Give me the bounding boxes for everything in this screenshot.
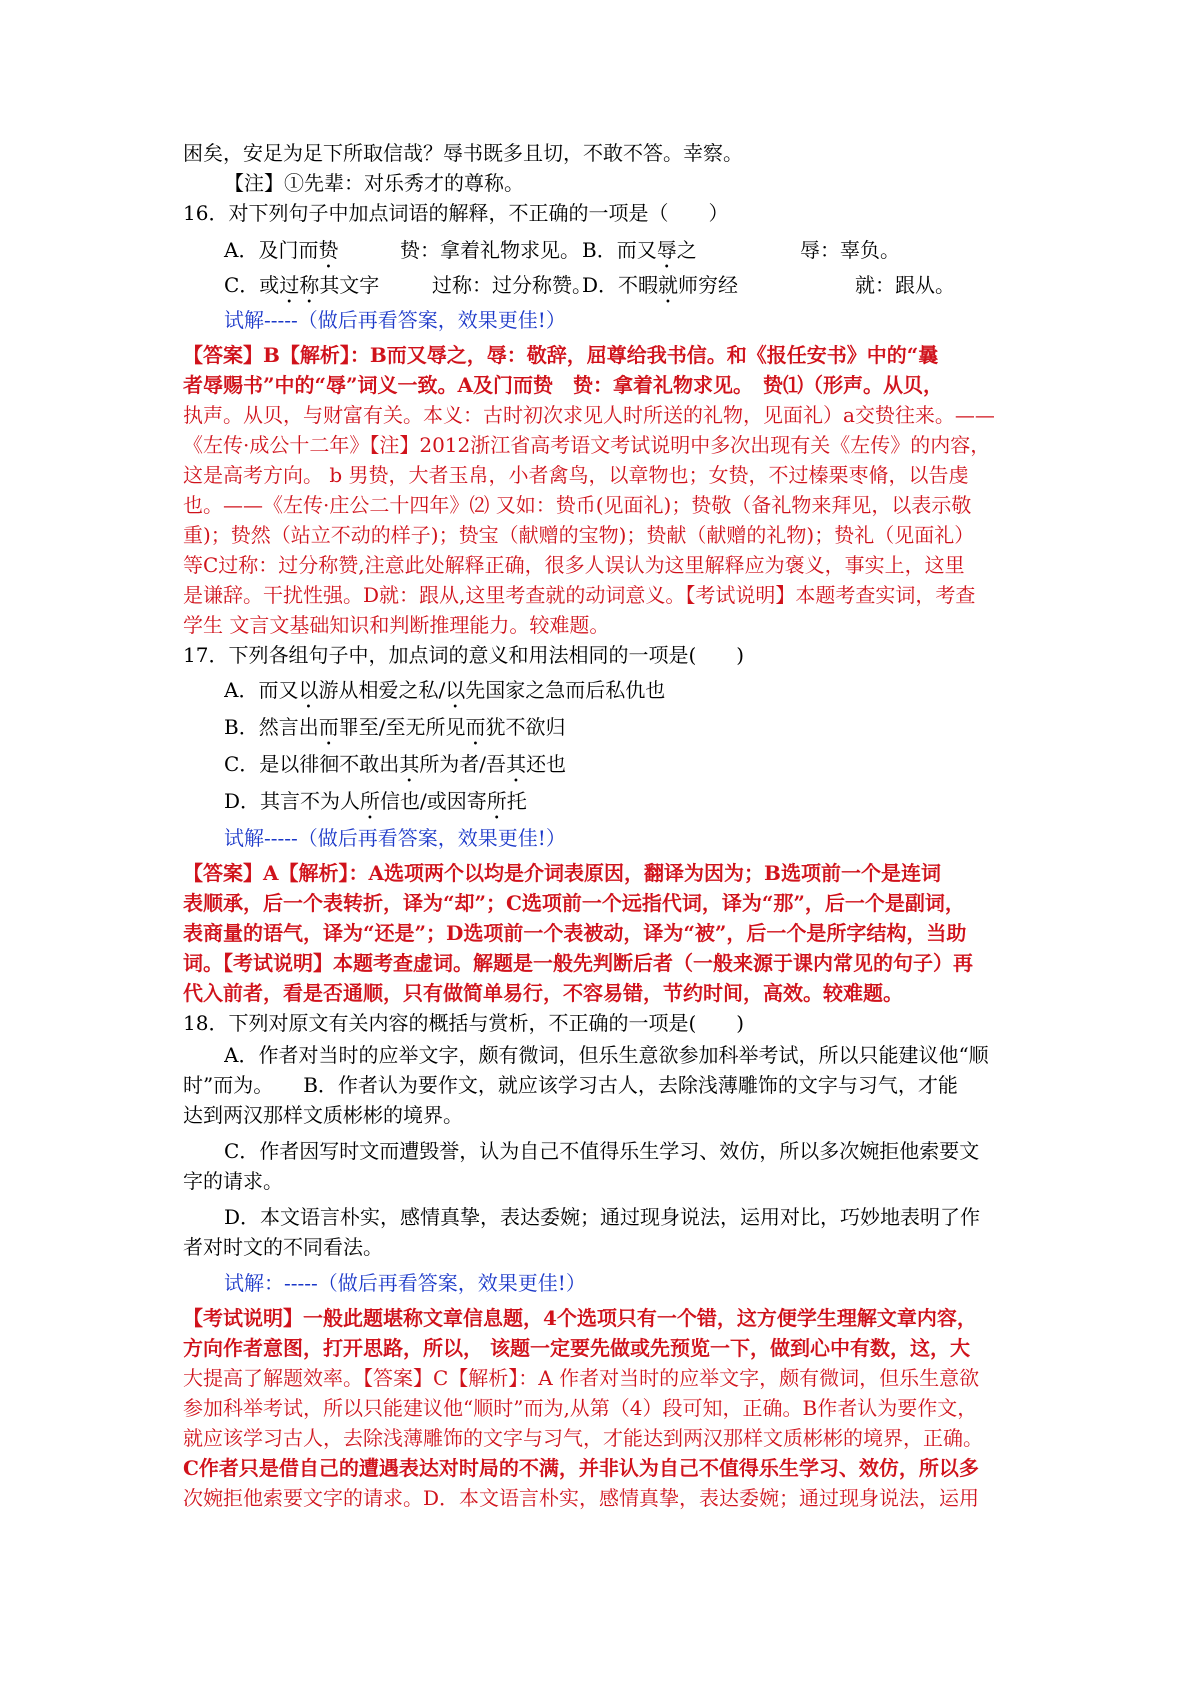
q18-hint: 试解：-----（做后再看答案，效果更佳!） <box>224 1271 586 1295</box>
q17-option-d: D．其言不为人所信也/或因寄所托 <box>224 789 527 813</box>
q17-hint: 试解-----（做后再看答案，效果更佳!） <box>224 826 566 850</box>
q18-body-line: 者对时文的不同看法。 <box>183 1235 383 1259</box>
q16-answer-line: 执声。从贝，与财富有关。本义：古时初次求见人时所送的礼物，见面礼）a交贽往来。—— <box>183 403 995 427</box>
q18-body-line: C．作者因写时文而遭毁誉，认为自己不值得乐生学习、效仿，所以多次婉拒他索要文 <box>224 1139 980 1163</box>
q16-answer-line: 重)；贽然（站立不动的样子)；贽宝（献赠的宝物)；贽献（献赠的礼物)；贽礼（见面礼） <box>183 523 975 547</box>
q17-answer-line: 表顺承，后一个表转折，译为“却”；C选项前一个远指代词，译为“那”，后一个是副词， <box>183 891 965 915</box>
q16-option-d-gloss: 就：跟从。 <box>855 273 955 297</box>
q16-stem: 16．对下列句子中加点词语的解释，不正确的一项是（ ） <box>183 201 729 225</box>
q16-options-ab <box>0 235 1200 265</box>
q16-answer-line: 也。——《左传·庄公二十四年》⑵ 又如：贽币(见面礼)；贽敬（备礼物来拜见，以表示敬 <box>183 493 972 517</box>
q17-answer-line: 表商量的语气，译为“还是”；D选项前一个表被动，译为“被”，后一个是所字结构，当助 <box>183 921 967 945</box>
q18-answer-line: 参加科举考试，所以只能建议他“顺时”而为,从第（4）段可知，正确。B作者认为要作文， <box>183 1396 978 1420</box>
q16-answer-line: 等C过称：过分称赞,注意此处解释正确，很多人误认为这里解释应为褒义，事实上，这里 <box>183 553 965 577</box>
q16-option-c: C．或过称其文字 <box>224 273 380 297</box>
q17-answer-line: 词。【考试说明】本题考查虚词。解题是一般先判断后者（一般来源于课内常见的句子）再 <box>183 951 973 975</box>
q18-body-line: 时”而为。 B．作者认为要作文，就应该学习古人，去除浅薄雕饰的文字与习气，才能 <box>183 1073 958 1097</box>
q16-answer-line: 学生 文言文基础知识和判断推理能力。较难题。 <box>183 613 610 637</box>
q18-body-line: D．本文语言朴实，感情真挚，表达委婉；通过现身说法，运用对比，巧妙地表明了作 <box>224 1205 981 1229</box>
q16-hint: 试解-----（做后再看答案，效果更佳!） <box>224 308 566 332</box>
q18-answer-line: 就应该学习古人，去除浅薄雕饰的文字与习气，才能达到两汉那样文质彬彬的境界，正确。 <box>183 1426 983 1450</box>
q16-answer-line: 者辱赐书”中的“辱”词义一致。A及门而贽 贽：拿着礼物求见。 贽⑴（形声。从贝， <box>183 373 944 397</box>
q18-body-line: 字的请求。 <box>183 1169 283 1193</box>
q16-answer-line: 是谦辞。干扰性强。D就：跟从,这里考查就的动词意义。【考试说明】本题考查实词，考查 <box>183 583 976 607</box>
q17-option-a: A．而又以游从相爱之私/以先国家之急而后私仇也 <box>224 678 666 702</box>
q18-answer-line: 方向作者意图，打开思路，所以， 该题一定要先做或先预览一下，做到心中有数，这，大 <box>183 1336 970 1360</box>
q17-answer-line: 【答案】A【解析】：A选项两个以均是介词表原因，翻译为因为；B选项前一个是连词 <box>183 861 941 885</box>
q16-answer-line: 《左传·成公十二年》【注】2012浙江省高考语文考试说明中多次出现有关《左传》的内容， <box>183 433 991 457</box>
q16-answer-line: 这是高考方向。 b 男贽，大者玉帛，小者禽鸟，以章物也；女贽，不过榛栗枣脩，以告虔 <box>183 463 969 487</box>
passage-line: 困矣，安足为足下所取信哉？辱书既多且切，不敢不答。幸察。 <box>183 141 743 165</box>
q16-option-a-gloss: 贽：拿着礼物求见。 <box>400 238 580 262</box>
q18-answer-line: 【考试说明】一般此题堪称文章信息题，4个选项只有一个错，这方便学生理解文章内容， <box>183 1306 977 1330</box>
q17-option-b: B．然言出而罪至/至无所见而犹不欲归 <box>224 715 566 739</box>
q18-body-line: 达到两汉那样文质彬彬的境界。 <box>183 1103 463 1127</box>
q16-option-b-gloss: 辱：辜负。 <box>800 238 900 262</box>
note-line: 【注】①先辈：对乐秀才的尊称。 <box>224 171 524 195</box>
q18-answer-line: C作者只是借自己的遭遇表达对时局的不满，并非认为自己不值得乐生学习、效仿，所以多 <box>183 1456 979 1480</box>
q17-stem: 17．下列各组句子中，加点词的意义和用法相同的一项是( ) <box>183 643 745 667</box>
q16-option-a: A．及门而贽 <box>224 238 339 262</box>
q18-body-line: A．作者对当时的应举文字，颇有微词，但乐生意欲参加科举考试，所以只能建议他“顺 <box>224 1043 989 1067</box>
q17-option-c: C．是以徘徊不敢出其所为者/吾其还也 <box>224 752 567 776</box>
q16-option-b: B．而又辱之 <box>582 238 697 262</box>
q18-answer-line: 大提高了解题效率。【答案】C【解析】：A 作者对当时的应举文字，颇有微词，但乐生意欲 <box>183 1366 980 1390</box>
q18-stem: 18．下列对原文有关内容的概括与赏析，不正确的一项是( ) <box>183 1011 745 1035</box>
q16-options-cd <box>0 270 1200 300</box>
q17-answer-line: 代入前者，看是否通顺，只有做简单易行，不容易错，节约时间，高效。较难题。 <box>183 981 903 1005</box>
q16-option-d: D．不暇就师穷经 <box>582 273 739 297</box>
q16-answer-line: 【答案】B【解析】：B而又辱之，辱：敬辞，屈尊给我书信。和《报任安书》中的“曩 <box>183 343 939 367</box>
q16-option-c-gloss: 过称：过分称赞。 <box>432 273 592 297</box>
q18-answer-line: 次婉拒他索要文字的请求。D．本文语言朴实，感情真挚，表达委婉；通过现身说法，运用 <box>183 1486 980 1510</box>
